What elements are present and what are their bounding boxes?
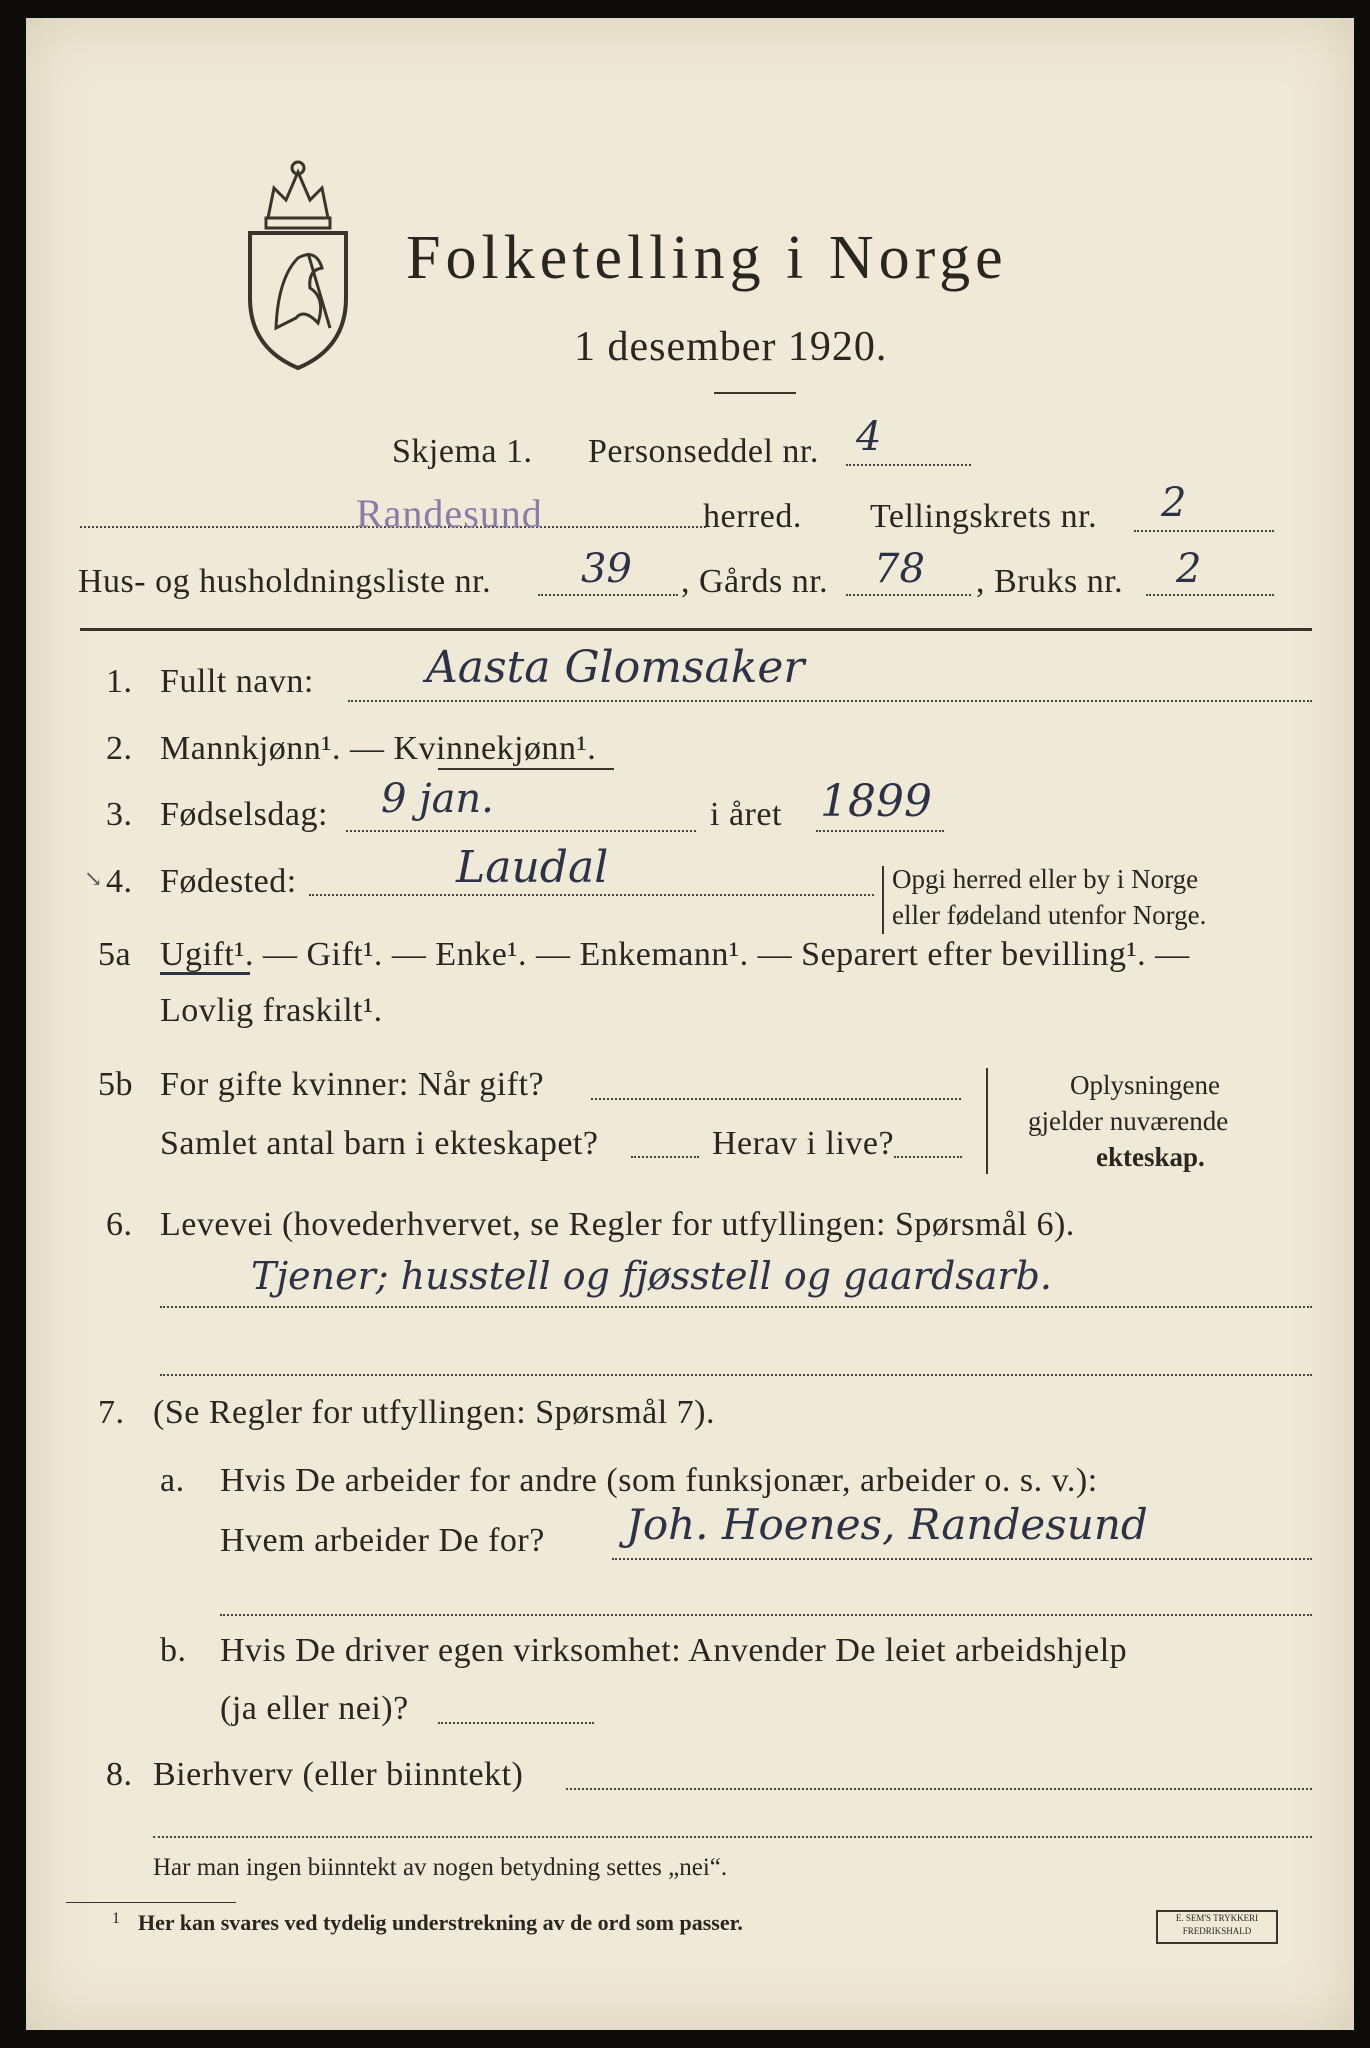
bruks-nr: 2 bbox=[1176, 546, 1202, 592]
birthplace-line bbox=[309, 894, 874, 896]
bruks-label: , Bruks nr. bbox=[976, 563, 1124, 600]
gards-label: , Gårds nr. bbox=[681, 563, 829, 600]
footnote-mark: 1 bbox=[112, 1910, 120, 1927]
children-alive-label: Herav i live? bbox=[712, 1125, 895, 1162]
gards-line bbox=[846, 594, 971, 596]
q7a-number: a. bbox=[160, 1462, 185, 1499]
q6-number: 6. bbox=[106, 1206, 133, 1243]
side-income-line bbox=[566, 1788, 1312, 1790]
title-divider bbox=[714, 392, 796, 394]
side-income-label: Bierhverv (eller biinntekt) bbox=[153, 1756, 524, 1793]
bruks-line bbox=[1146, 594, 1274, 596]
husholdningsliste-line bbox=[538, 594, 678, 596]
q7b-label: Hvis De driver egen virksomhet: Anvender De leiet arbeidshjelp bbox=[220, 1632, 1128, 1669]
marriage-note-2: gjelder nuværende bbox=[1028, 1106, 1229, 1136]
q7-number: 7. bbox=[98, 1394, 125, 1431]
children-total-label: Samlet antal barn i ekteskapet? bbox=[160, 1125, 599, 1162]
side-income-note: Har man ingen biinntekt av nogen betydning settes „nei“. bbox=[153, 1854, 728, 1881]
census-date: 1 desember 1920. bbox=[574, 324, 888, 370]
q2-number: 2. bbox=[106, 730, 133, 767]
skjema-label: Skjema 1. bbox=[392, 433, 533, 470]
marital-status-options-2: Lovlig fraskilt¹. bbox=[160, 992, 383, 1029]
q3-label: Fødselsdag: bbox=[160, 796, 328, 833]
husholdningsliste-label: Hus- og husholdningsliste nr. bbox=[78, 563, 492, 600]
personseddel-nr-line bbox=[846, 464, 971, 466]
birthday-line bbox=[346, 830, 696, 832]
q1-number: 1. bbox=[106, 663, 133, 700]
footnote-text: Her kan svares ved tydelig understrekning av de ord som passer. bbox=[138, 1910, 743, 1935]
birthday-value: 9 jan. bbox=[381, 776, 494, 822]
occupation-value: Tjener; husstell og fjøsstell og gaardsarb. bbox=[251, 1254, 1053, 1298]
herred-stamp: Randesund bbox=[356, 491, 543, 536]
gender-options: Mannkjønn¹. — Kvinnekjønn¹. bbox=[160, 730, 597, 767]
q4-margin-mark: ↘ bbox=[84, 866, 103, 891]
employer-line bbox=[612, 1558, 1312, 1560]
printer-mark bbox=[1156, 1910, 1278, 1944]
occupation-label: Levevei (hovederhvervet, se Regler for utfyllingen: Spørsmål 6). bbox=[160, 1206, 1075, 1243]
q8-number: 8. bbox=[106, 1756, 133, 1793]
year-label: i året bbox=[710, 796, 782, 833]
side-income-line-2 bbox=[153, 1836, 1312, 1838]
occupation-line-1 bbox=[160, 1306, 1312, 1308]
birthplace-note-brace bbox=[882, 866, 884, 934]
personseddel-label: Personseddel nr. bbox=[588, 433, 819, 470]
gender-underline bbox=[438, 768, 614, 770]
full-name-value: Aasta Glomsaker bbox=[426, 642, 805, 693]
husholdningsliste-nr: 39 bbox=[581, 546, 632, 592]
printer-name: E. SEM'S TRYKKERI bbox=[1175, 1913, 1259, 1923]
occupation-line-2 bbox=[160, 1374, 1312, 1376]
marital-status-options: Ugift¹. — Gift¹. — Enke¹. — Enkemann¹. — Separert efter bevilling¹. — bbox=[160, 936, 1190, 973]
q5a-number: 5a bbox=[98, 936, 132, 973]
q4-label: Fødested: bbox=[160, 863, 297, 900]
gards-nr: 78 bbox=[874, 546, 925, 592]
q3-number: 3. bbox=[106, 796, 133, 833]
q7-label: (Se Regler for utfyllingen: Spørsmål 7). bbox=[153, 1394, 716, 1431]
printer-city: FREDRIKSHALD bbox=[1182, 1926, 1252, 1936]
marriage-note-brace bbox=[986, 1068, 988, 1174]
hired-help-line bbox=[438, 1722, 594, 1724]
q7b-number: b. bbox=[160, 1632, 187, 1669]
birthplace-value: Laudal bbox=[456, 842, 609, 893]
tellingskrets-nr: 2 bbox=[1161, 480, 1187, 526]
employer-value: Joh. Hoenes, Randesund bbox=[626, 1500, 1148, 1549]
header-rule bbox=[80, 628, 1312, 631]
census-form bbox=[26, 18, 1354, 2030]
hired-help-label: (ja eller nei)? bbox=[220, 1690, 409, 1727]
form-title: Folketelling i Norge bbox=[406, 224, 1008, 292]
q7a-label: Hvis De arbeider for andre (som funksjonær, arbeider o. s. v.): bbox=[220, 1462, 1098, 1499]
tellingskrets-line bbox=[1134, 530, 1274, 532]
marriage-note-1: Oplysningene bbox=[1070, 1070, 1220, 1100]
birth-year-value: 1899 bbox=[820, 776, 932, 827]
q4-number: 4. bbox=[106, 863, 133, 900]
footnote-rule bbox=[66, 1902, 236, 1903]
year-line bbox=[816, 830, 944, 832]
children-total-line bbox=[631, 1156, 699, 1158]
coat-of-arms-icon bbox=[238, 158, 358, 373]
q5b-number: 5b bbox=[98, 1066, 133, 1103]
birthplace-note-2: eller fødeland utenfor Norge. bbox=[892, 900, 1207, 930]
married-when-line bbox=[591, 1098, 961, 1100]
employer-label: Hvem arbeider De for? bbox=[220, 1522, 545, 1559]
full-name-line bbox=[348, 700, 1312, 702]
birthplace-note-1: Opgi herred eller by i Norge bbox=[892, 864, 1199, 894]
herred-label: herred. bbox=[703, 498, 802, 535]
ugift-underline bbox=[160, 972, 250, 975]
marriage-note-3: ekteskap. bbox=[1096, 1142, 1205, 1172]
employer-line-2 bbox=[220, 1614, 1312, 1616]
q1-label: Fullt navn: bbox=[160, 663, 314, 700]
children-alive-line bbox=[894, 1156, 962, 1158]
married-when-label: For gifte kvinner: Når gift? bbox=[160, 1066, 545, 1103]
personseddel-nr: 4 bbox=[856, 414, 882, 460]
tellingskrets-label: Tellingskrets nr. bbox=[870, 498, 1098, 535]
